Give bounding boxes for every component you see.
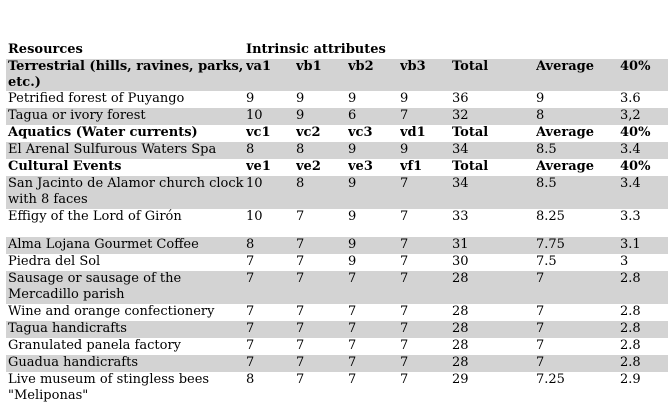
table-cell: 9 <box>348 91 357 106</box>
table-cell: 7 <box>296 271 305 286</box>
table-cell: Guadua handicrafts <box>8 355 139 370</box>
table-cell: Granulated panela factory <box>8 338 182 353</box>
table-cell: 33 <box>452 209 469 224</box>
table-cell: 3.6 <box>620 91 641 106</box>
table-cell: 28 <box>452 271 469 286</box>
table-cell: vb3 <box>400 59 426 74</box>
table-cell: Effigy of the Lord of Girón <box>8 209 182 224</box>
table-cell: 8.5 <box>536 176 557 191</box>
table-cell: 9 <box>348 176 357 191</box>
table-header-row <box>6 42 668 59</box>
table-row <box>6 304 668 321</box>
table-cell: Piedra del Sol <box>8 254 101 269</box>
table-row <box>6 176 668 209</box>
table-cell: 7 <box>296 321 305 336</box>
table-cell: 32 <box>452 108 469 123</box>
table-cell: vc3 <box>348 125 373 140</box>
table-cell: 7 <box>348 372 357 387</box>
table-cell: Alma Lojana Gourmet Coffee <box>8 237 199 252</box>
table-cell: 10 <box>246 176 263 191</box>
table-row <box>6 355 668 372</box>
table-cell: 9 <box>296 108 305 123</box>
table-row <box>6 91 668 108</box>
table-cell: 8.25 <box>536 209 565 224</box>
table-cell: 28 <box>452 304 469 319</box>
table-cell: 9 <box>246 91 255 106</box>
table-cell: 9 <box>348 237 357 252</box>
table-cell: 2.9 <box>620 372 641 387</box>
table-cell: 7.5 <box>536 254 557 269</box>
table-cell: vb2 <box>348 59 374 74</box>
resources-table <box>6 42 668 405</box>
table-cell: 2.8 <box>620 271 641 286</box>
table-row <box>6 321 668 338</box>
table-cell: 7 <box>296 372 305 387</box>
table-cell: 28 <box>452 338 469 353</box>
table-cell: 9 <box>348 142 357 157</box>
table-cell: 7 <box>400 237 409 252</box>
table-cell: 7 <box>246 338 255 353</box>
table-cell: vb1 <box>296 59 322 74</box>
table-cell: 34 <box>452 176 469 191</box>
table-cell: 7 <box>536 271 545 286</box>
table-cell: Wine and orange confectionery <box>8 304 215 319</box>
table-cell: 28 <box>452 321 469 336</box>
table-cell: 2.8 <box>620 304 641 319</box>
table-category-row <box>6 159 668 176</box>
table-cell: 30 <box>452 254 469 269</box>
table-cell: 7 <box>296 338 305 353</box>
table-cell: 7 <box>296 254 305 269</box>
table-cell: 9 <box>296 91 305 106</box>
table-cell: 8.5 <box>536 142 557 157</box>
table-cell: 2.8 <box>620 321 641 336</box>
table-cell: San Jacinto de Alamor church clock with 8 faces <box>8 176 244 207</box>
table-cell: 7.75 <box>536 237 565 252</box>
table-cell: 7 <box>400 338 409 353</box>
table-cell: ve3 <box>348 159 373 174</box>
table-cell: 8 <box>296 176 305 191</box>
table-cell: 9 <box>400 142 409 157</box>
table-cell: 9 <box>400 91 409 106</box>
table-cell: 10 <box>246 209 263 224</box>
table-cell: 7 <box>296 355 305 370</box>
table-cell: Average <box>536 159 595 174</box>
table-cell: 7 <box>246 321 255 336</box>
table-cell: 31 <box>452 237 469 252</box>
table-cell: 8 <box>246 372 255 387</box>
table-cell: 7 <box>400 254 409 269</box>
table-cell: 40% <box>620 59 651 74</box>
table-cell: 3.4 <box>620 142 641 157</box>
table-cell: 40% <box>620 125 651 140</box>
table-cell: 7 <box>348 304 357 319</box>
table-cell: 9 <box>348 254 357 269</box>
table-cell: Sausage or sausage of the Mercadillo parish <box>8 271 182 302</box>
table-cell: 8 <box>536 108 545 123</box>
table-cell: 34 <box>452 142 469 157</box>
header-intrinsic-attributes: Intrinsic attributes <box>246 42 386 57</box>
table-cell: 7 <box>296 304 305 319</box>
table-cell: Tagua handicrafts <box>8 321 127 336</box>
table-body <box>6 59 668 405</box>
table-cell: Total <box>452 159 489 174</box>
table-cell: Average <box>536 59 595 74</box>
table-cell: 7 <box>536 355 545 370</box>
table-cell: va1 <box>246 59 272 74</box>
table-category-row <box>6 125 668 142</box>
table-category-row <box>6 59 668 91</box>
table-cell: 8 <box>246 237 255 252</box>
table-cell: 7 <box>400 271 409 286</box>
table-cell: 7 <box>348 355 357 370</box>
table-cell: 36 <box>452 91 469 106</box>
table-cell: 7 <box>400 304 409 319</box>
table-row <box>6 338 668 355</box>
table-row <box>6 372 668 405</box>
table-cell: ve2 <box>296 159 321 174</box>
table-cell: vf1 <box>400 159 423 174</box>
table-cell: 29 <box>452 372 469 387</box>
table-cell: Total <box>452 59 489 74</box>
table-cell: El Arenal Sulfurous Waters Spa <box>8 142 217 157</box>
table-row <box>6 209 668 237</box>
table-cell: 7 <box>400 321 409 336</box>
table-cell: Tagua or ivory forest <box>8 108 146 123</box>
table-cell: 3.4 <box>620 176 641 191</box>
table-cell: 7 <box>246 271 255 286</box>
table-cell: vc2 <box>296 125 321 140</box>
table-cell: 2.8 <box>620 355 641 370</box>
table-cell: Aquatics (Water currents) <box>8 125 198 140</box>
table-cell: 7 <box>400 355 409 370</box>
table-cell: 7 <box>400 176 409 191</box>
table-cell: 3.1 <box>620 237 641 252</box>
table-cell: Petrified forest of Puyango <box>8 91 185 106</box>
table-cell: 8 <box>296 142 305 157</box>
table-cell: 7 <box>400 372 409 387</box>
table-cell: 28 <box>452 355 469 370</box>
table-cell: 7 <box>400 108 409 123</box>
table-cell: 8 <box>246 142 255 157</box>
table-row <box>6 142 668 159</box>
table-cell: Terrestrial (hills, ravines, parks, etc.) <box>8 59 244 90</box>
table-cell: 7 <box>536 304 545 319</box>
table-cell: 7 <box>348 321 357 336</box>
table-cell: 9 <box>348 209 357 224</box>
table-cell: Average <box>536 125 595 140</box>
table-cell: 7 <box>246 304 255 319</box>
table-cell: 2.8 <box>620 338 641 353</box>
table-cell: Live museum of stingless bees "Meliponas" <box>8 372 210 403</box>
table-cell: 7 <box>296 237 305 252</box>
table-cell: 3.3 <box>620 209 641 224</box>
table-cell: 10 <box>246 108 263 123</box>
table-cell: Total <box>452 125 489 140</box>
table-row <box>6 108 668 125</box>
table-cell: 3,2 <box>620 108 641 123</box>
table-cell: 7 <box>246 355 255 370</box>
table-cell: 3 <box>620 254 629 269</box>
table-cell: vc1 <box>246 125 271 140</box>
table-row <box>6 271 668 304</box>
table-cell: 7 <box>536 338 545 353</box>
table-cell: 7 <box>246 254 255 269</box>
table-cell: ve1 <box>246 159 271 174</box>
table-cell: 7 <box>536 321 545 336</box>
table-cell: 7 <box>400 209 409 224</box>
header-resources: Resources <box>8 42 83 57</box>
table-row <box>6 237 668 254</box>
table-cell: 7 <box>348 271 357 286</box>
table-row <box>6 254 668 271</box>
table-cell: 40% <box>620 159 651 174</box>
table-cell: 7 <box>348 338 357 353</box>
table-cell: vd1 <box>400 125 426 140</box>
table-cell: 6 <box>348 108 357 123</box>
table-cell: Cultural Events <box>8 159 122 174</box>
table-cell: 7 <box>296 209 305 224</box>
table-cell: 9 <box>536 91 545 106</box>
table-cell: 7.25 <box>536 372 565 387</box>
